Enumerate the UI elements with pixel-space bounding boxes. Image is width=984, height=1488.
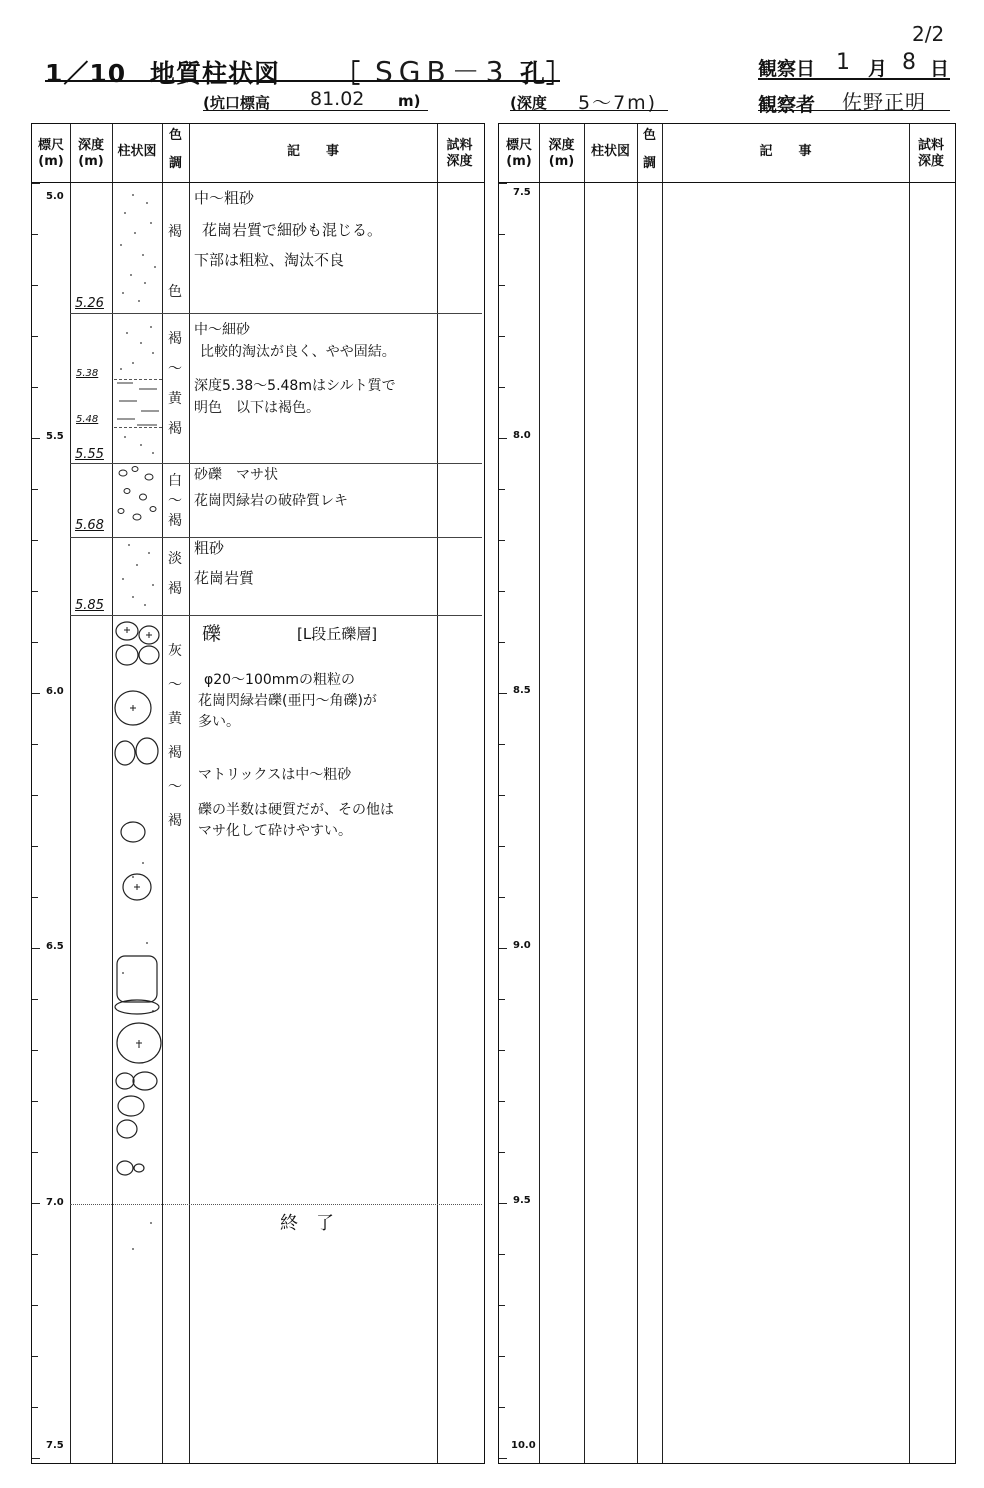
- scale-tick: [499, 1305, 505, 1306]
- scale-tick: [499, 1407, 505, 1408]
- gravel-cobbles: [115, 622, 161, 1175]
- right-scale-9-5: 9.5: [513, 1195, 531, 1206]
- scale-tick: [32, 744, 38, 745]
- elevation-unit: m): [398, 92, 421, 110]
- sand-dots: [120, 194, 156, 1250]
- elevation-label: (坑口標高: [203, 94, 270, 112]
- scale-tick: [32, 1203, 40, 1204]
- obs-day: 8: [902, 50, 916, 75]
- scale-tick: [499, 183, 507, 184]
- hole-bracket-open: ［: [335, 59, 362, 88]
- scale-tick: [499, 897, 505, 898]
- lithology-log: [113, 183, 163, 1463]
- scale-tick: [499, 1356, 505, 1357]
- scale-tick: [32, 1050, 38, 1051]
- scale-tick: [32, 285, 38, 286]
- elevation-value: 81.02: [310, 88, 365, 110]
- obs-date-label: 観察日: [758, 58, 816, 80]
- page-number: 2/2: [912, 22, 945, 46]
- desc-layer-1: 中～粗砂 花崗岩質で細砂も混じる。 下部は粗粒、淘汰不良: [194, 189, 383, 269]
- right-col-scale-header: 標尺 (m): [505, 138, 532, 169]
- desc-layer-4: 粗砂 花崗岩質: [194, 539, 255, 587]
- scale-tick: [499, 744, 505, 745]
- scale-tick: [499, 387, 505, 388]
- title-underline: [45, 80, 560, 82]
- scale-tick: [32, 591, 38, 592]
- scale-tick: [499, 1203, 507, 1204]
- right-col-sample-header: 試料 深度: [917, 138, 944, 169]
- scale-tick: [499, 795, 505, 796]
- col-log-header: 柱状図: [117, 144, 157, 159]
- scale-tick: [32, 1152, 38, 1153]
- scale-tick: [499, 693, 507, 694]
- scale-ratio: 1／10: [45, 59, 127, 88]
- scale-tick: [32, 693, 40, 694]
- desc-layer-5-title: 礫: [202, 623, 222, 645]
- scale-tick: [32, 234, 38, 235]
- scale-tick: [32, 948, 40, 949]
- scale-tick: [32, 1356, 38, 1357]
- left-scale-6-5: 6.5: [46, 941, 64, 952]
- elevation-underline: [203, 110, 428, 111]
- scale-tick: [32, 540, 38, 541]
- day-label: 日: [930, 58, 950, 80]
- hole-suffix: 孔］: [520, 59, 573, 88]
- left-scale-7-0: 7.0: [46, 1197, 64, 1208]
- scale-tick: [499, 846, 505, 847]
- scale-tick: [32, 1254, 38, 1255]
- depth-5-85: 5.85: [75, 598, 104, 613]
- color-layer-4: 淡 褐: [168, 551, 182, 597]
- scale-tick: [32, 183, 40, 184]
- col-sample-header: 試料 深度: [446, 138, 473, 169]
- depth-5-38: 5.38: [76, 368, 99, 379]
- left-scale-5-5: 5.5: [46, 431, 64, 442]
- desc-layer-2: 中～細砂 比較的淘汰が良く、やや固結。 深度5.38～5.48mはシルト質で 明色 以下は褐色。: [194, 322, 396, 416]
- gravel-pebbles-small: [118, 467, 156, 521]
- cobble-marks: [124, 627, 152, 1046]
- left-scale-6-0: 6.0: [46, 686, 64, 697]
- right-scale-8-0: 8.0: [513, 430, 531, 441]
- right-col-color-header: 色 調: [642, 128, 656, 171]
- right-log-table: [498, 123, 956, 1464]
- right-col-log-header: 柱状図: [590, 144, 630, 159]
- scale-tick: [499, 285, 505, 286]
- scale-tick: [499, 999, 505, 1000]
- scale-tick: [32, 846, 38, 847]
- scale-tick: [32, 438, 40, 439]
- scale-tick: [499, 540, 505, 541]
- depth-range-label: (深度: [510, 94, 547, 112]
- scale-tick: [32, 897, 38, 898]
- observer-underline: [758, 110, 950, 111]
- right-scale-10-0: 10.0: [511, 1440, 536, 1451]
- depth-5-26: 5.26: [75, 296, 104, 311]
- page-title: 地質柱状図: [150, 59, 281, 88]
- observer-name: 佐野正明: [842, 90, 926, 114]
- scale-tick: [499, 1458, 507, 1459]
- scale-tick: [499, 1050, 505, 1051]
- scale-tick: [499, 1101, 505, 1102]
- desc-layer-3: 砂礫 マサ状 花崗閃緑岩の破砕質レキ: [194, 467, 348, 509]
- observer-label: 観察者: [758, 94, 816, 116]
- depth-5-55: 5.55: [75, 447, 104, 462]
- right-scale-8-5: 8.5: [513, 685, 531, 696]
- col-scale-header: 標尺 (m): [37, 138, 64, 169]
- scale-tick: [499, 438, 507, 439]
- scale-tick: [499, 1152, 505, 1153]
- depth-range-underline: [510, 110, 668, 111]
- depth-range-value: 5～7m): [578, 92, 658, 114]
- month-label: 月: [868, 58, 888, 80]
- col-color-header: 色 調: [168, 128, 182, 171]
- scale-tick: [499, 642, 505, 643]
- desc-layer-5-note: [L段丘礫層]: [297, 625, 378, 643]
- end-of-log: 終 了: [280, 1213, 334, 1234]
- right-scale-7-5: 7.5: [513, 187, 531, 198]
- scale-tick: [32, 1101, 38, 1102]
- color-layer-5: 灰 ～ 黄 褐 ～ 褐: [168, 643, 182, 829]
- date-underline: [758, 78, 950, 80]
- depth-5-48: 5.48: [76, 414, 99, 425]
- obs-month: 1: [836, 50, 850, 75]
- right-col-depth-header: 深度 (m): [548, 138, 575, 169]
- scale-tick: [499, 591, 505, 592]
- right-scale-9-0: 9.0: [513, 940, 531, 951]
- scale-tick: [32, 1305, 38, 1306]
- scale-tick: [499, 489, 505, 490]
- color-layer-1: 褐 色: [168, 224, 182, 300]
- scale-tick: [32, 336, 38, 337]
- col-depth-header: 深度 (m): [77, 138, 104, 169]
- color-layer-3: 白 ～ 褐: [168, 473, 182, 529]
- scale-tick: [499, 234, 505, 235]
- scale-tick: [32, 489, 38, 490]
- silt-lines: [117, 383, 159, 425]
- left-scale-7-5: 7.5: [46, 1440, 64, 1451]
- scale-tick: [32, 1407, 38, 1408]
- scale-tick: [32, 999, 38, 1000]
- depth-5-68: 5.68: [75, 518, 104, 533]
- scale-tick: [32, 387, 38, 388]
- right-col-description-header: 記 事: [759, 144, 812, 159]
- hole-id: SGB－3: [375, 55, 510, 88]
- scale-tick: [32, 642, 38, 643]
- col-description-header: 記 事: [286, 144, 339, 159]
- color-layer-2: 褐 ～ 黄 褐: [168, 331, 182, 437]
- left-log-table: [31, 123, 485, 1464]
- scale-tick: [32, 795, 38, 796]
- desc-layer-5: φ20～100mmの粗粒の 花崗閃緑岩礫(亜円～角礫)が 多い。 マトリックスは中～粗砂 礫の半数は硬質だが、その他は マサ化して砕けやすい。: [198, 672, 394, 839]
- scale-tick: [499, 1254, 505, 1255]
- scale-tick: [32, 1458, 40, 1459]
- scale-tick: [499, 948, 507, 949]
- left-scale-5-0: 5.0: [46, 191, 64, 202]
- scale-tick: [499, 336, 505, 337]
